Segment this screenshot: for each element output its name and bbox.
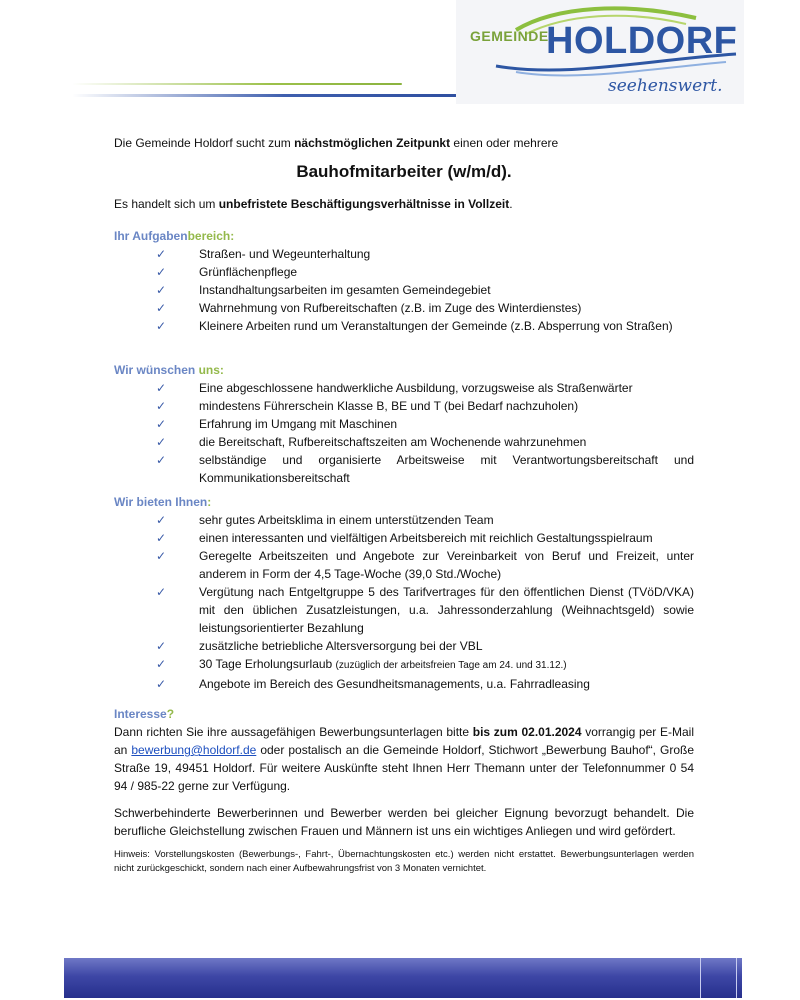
check-icon: ✓ xyxy=(156,381,167,395)
heading-tail: bereich: xyxy=(187,229,235,243)
list-item-note: (zuzüglich der arbeitsfreien Tage am 24. und 31.12.) xyxy=(335,660,567,671)
list-item-text: die Bereitschaft, Rufbereitschaftszeiten am Wochenende wahrzunehmen xyxy=(199,435,587,449)
check-icon: ✓ xyxy=(156,265,167,279)
section-heading-wuensche xyxy=(114,361,694,379)
check-icon: ✓ xyxy=(156,677,167,691)
equality-paragraph: Schwerbehinderte Bewerberinnen und Bewerber werden bei gleicher Eignung bevorzugt behandelt. Die berufliche Gleichstellung zwischen Frauen und Männern ist uns ein wichtiges Anliegen und wird gefördert. xyxy=(114,806,694,838)
list-item xyxy=(114,637,694,655)
section-heading-interesse xyxy=(114,705,694,723)
check-icon: ✓ xyxy=(156,319,167,333)
heading-tail: uns: xyxy=(198,363,224,377)
check-icon: ✓ xyxy=(156,549,167,563)
list-item-text: Kleinere Arbeiten rund um Veranstaltungen der Gemeinde (z.B. Absperrung von Straßen) xyxy=(199,319,673,333)
application-paragraph xyxy=(114,723,694,795)
wuensche-list xyxy=(114,379,694,487)
email-link[interactable]: bewerbung@holdorf.de xyxy=(131,743,257,757)
list-item xyxy=(114,583,694,637)
list-item-text: 30 Tage Erholungsurlaub xyxy=(199,657,336,671)
check-icon: ✓ xyxy=(156,435,167,449)
list-item xyxy=(114,299,694,317)
check-icon: ✓ xyxy=(156,657,167,671)
header-green-line xyxy=(72,83,402,85)
para-text: Dann richten Sie ihre aussagefähigen Bewerbungsunterlagen bitte xyxy=(114,725,473,739)
list-item xyxy=(114,511,694,529)
heading-part: Wir bieten Ihnen xyxy=(114,495,208,509)
footer-bar xyxy=(64,958,742,998)
aufgaben-list xyxy=(114,245,694,335)
list-item-text: mindestens Führerschein Klasse B, BE und T (bei Bedarf nachzuholen) xyxy=(199,399,579,413)
list-item xyxy=(114,281,694,299)
section-heading-aufgaben xyxy=(114,227,694,245)
check-icon: ✓ xyxy=(156,301,167,315)
logo-holdorf-text: HOLDORF xyxy=(546,20,738,62)
list-item-text: Vergütung nach Entgeltgruppe 5 des Tarifvertrages für den öffentlichen Dienst (TVöD/VKA) mit den üblichen Zusatzleistungen, u.a. Jahressonderzahlung (Weihnachtsgeld) sowie leistungsorientierter Bezahlung xyxy=(199,585,694,635)
list-item xyxy=(114,655,694,675)
intro-bold: nächstmöglichen Zeitpunkt xyxy=(294,136,451,150)
list-item xyxy=(114,451,694,487)
check-icon: ✓ xyxy=(156,399,167,413)
contract-before: Es handelt sich um xyxy=(114,197,219,211)
check-icon: ✓ xyxy=(156,585,167,599)
contract-bold: unbefristete Beschäftigungsverhältnisse in Vollzeit xyxy=(218,197,510,211)
job-title: Bauhofmitarbeiter (w/m/d). xyxy=(296,162,512,181)
bieten-list xyxy=(114,511,694,693)
list-item-text: Erfahrung im Umgang mit Maschinen xyxy=(199,417,398,431)
list-item xyxy=(114,317,694,335)
list-item xyxy=(114,675,694,693)
logo-slogan: seehenswert. xyxy=(608,76,723,96)
header-blue-line xyxy=(72,94,457,97)
check-icon: ✓ xyxy=(156,417,167,431)
job-posting-body xyxy=(114,134,694,876)
footer-divider xyxy=(736,958,737,998)
para-text: vorrangig per E-Mail an xyxy=(114,725,694,757)
check-icon: ✓ xyxy=(156,513,167,527)
list-item-text: zusätzliche betriebliche Altersversorgung bei der VBL xyxy=(199,639,483,653)
list-item xyxy=(114,245,694,263)
list-item-text: einen interessanten und vielfältigen Arbeitsbereich mit reichlich Gestaltungsspielraum xyxy=(199,531,653,545)
heading-part: Wir wünschen xyxy=(114,363,199,377)
list-item xyxy=(114,433,694,451)
list-item-text: Eine abgeschlossene handwerkliche Ausbildung, vorzugsweise als Straßenwärter xyxy=(199,381,633,395)
intro-text xyxy=(114,134,694,152)
intro-after: einen oder mehrere xyxy=(450,136,559,150)
contract-after: . xyxy=(509,197,513,211)
gemeinde-holdorf-logo xyxy=(456,0,744,104)
contract-text xyxy=(114,195,694,213)
para-text: oder postalisch an die Gemeinde Holdorf, Stichwort „Bewerbung Bauhof“, Große Straße 19, 49451 Holdorf. Für weitere Auskünfte steht Ihnen Herr Themann unter der Telefonnummer 0 54 94 / 985-22 gerne zur Verfügung. xyxy=(114,743,695,793)
list-item-text: Grünflächenpflege xyxy=(199,265,298,279)
list-item xyxy=(114,547,694,583)
list-item xyxy=(114,263,694,281)
list-item xyxy=(114,379,694,397)
check-icon: ✓ xyxy=(156,283,167,297)
list-item xyxy=(114,415,694,433)
check-icon: ✓ xyxy=(156,531,167,545)
check-icon: ✓ xyxy=(156,639,167,653)
heading-part: Interesse xyxy=(114,707,167,721)
list-item-text: Geregelte Arbeitszeiten und Angebote zur Vereinbarkeit von Beruf und Freizeit, unter anderem in Form der 4,5 Tage-Woche (39,0 Std./Woche) xyxy=(199,549,694,581)
list-item-text: Wahrnehmung von Rufbereitschaften (z.B. im Zuge des Winterdienstes) xyxy=(199,301,582,315)
check-icon: ✓ xyxy=(156,453,167,467)
heading-tail: : xyxy=(207,495,212,509)
spacer xyxy=(114,335,694,355)
heading-part: Ihr Aufgaben xyxy=(114,229,188,243)
check-icon: ✓ xyxy=(156,247,167,261)
logo-gemeinde-text: GEMEINDE xyxy=(470,28,549,44)
list-item-text: Straßen- und Wegeunterhaltung xyxy=(199,247,371,261)
list-item-text: Angebote im Bereich des Gesundheitsmanagements, u.a. Fahrradleasing xyxy=(199,677,590,691)
footer-divider xyxy=(700,958,701,998)
intro-before: Die Gemeinde Holdorf sucht zum xyxy=(114,136,295,150)
deadline-date: bis zum 02.01.2024 xyxy=(472,725,582,739)
hinweis-note: Hinweis: Vorstellungskosten (Bewerbungs-, Fahrt-, Übernachtungskosten etc.) werden nicht erstattet. Bewerbungsunterlagen werden nicht zurückgeschickt, sondern nach einer Aufbewahrungsfrist von 3 Monaten vernichtet. xyxy=(114,849,694,874)
list-item-text: Instandhaltungsarbeiten im gesamten Gemeindegebiet xyxy=(199,283,491,297)
list-item-text: sehr gutes Arbeitsklima in einem unterstützenden Team xyxy=(199,513,494,527)
section-heading-bieten xyxy=(114,493,694,511)
list-item xyxy=(114,397,694,415)
list-item xyxy=(114,529,694,547)
list-item-text: selbständige und organisierte Arbeitsweise mit Verantwortungsbereitschaft und Kommunikationsbereitschaft xyxy=(199,453,694,485)
heading-tail: ? xyxy=(166,707,175,721)
